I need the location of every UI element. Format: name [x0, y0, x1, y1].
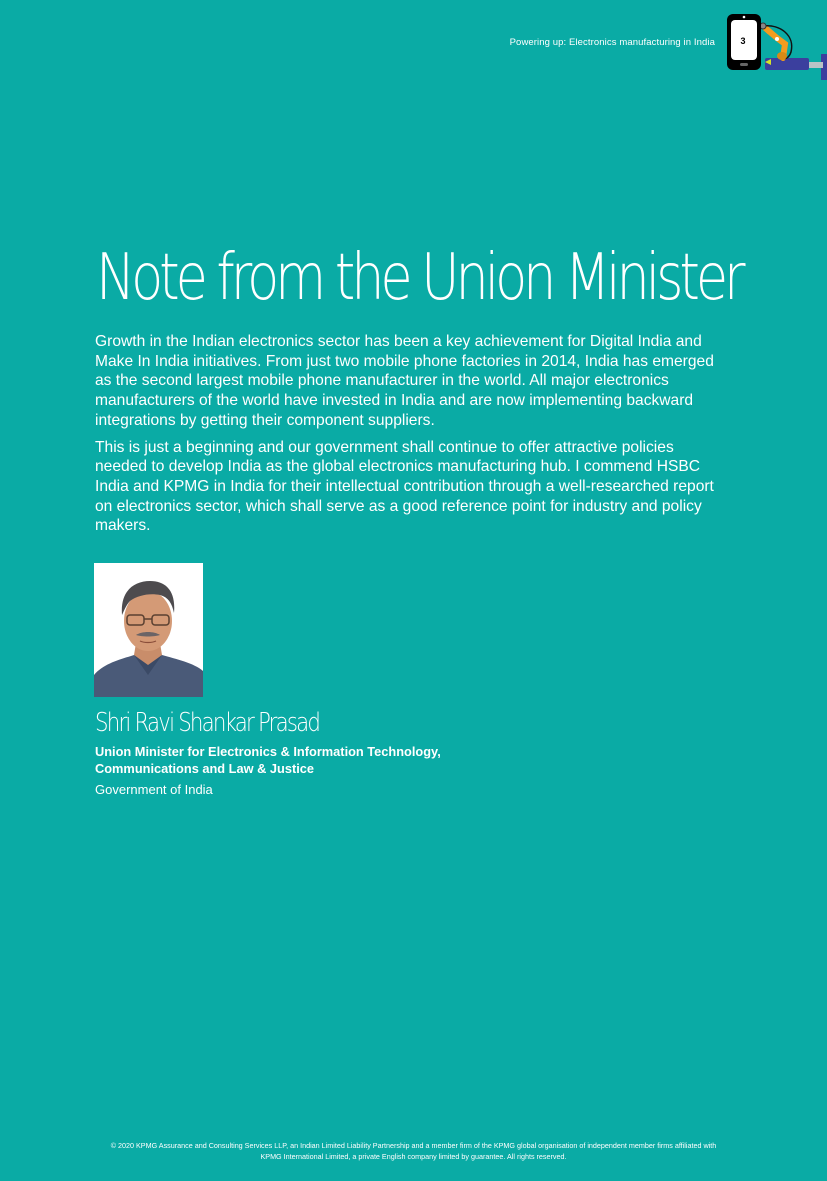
minister-title-line2: Communications and Law & Justice [95, 761, 315, 776]
page-number: 3 [740, 36, 746, 46]
minister-name: Shri Ravi Shankar Prasad [95, 708, 320, 738]
paragraph: Growth in the Indian electronics sector has been a key achievement for Digital India and Make In India initiatives. From just two mobile phone factories in 2014, India has emerged as the second largest mobile phone manufacturer in the world. All major electronics manufacturers of the world have invested in India and are now implementing backward integrations by getting their component suppliers. [95, 333, 714, 429]
copyright-footer [40, 1140, 787, 1162]
minister-title [95, 743, 515, 777]
copyright-line1: © 2020 KPMG Assurance and Consulting Services LLP, an Indian Limited Liability Partnership and a member firm of the KPMG global organisation of independent member firms affiliated with [110, 1141, 717, 1150]
paragraph: This is just a beginning and our government shall continue to offer attractive policies needed to develop India as the global electronics manufacturing hub. I commend HSBC India and KPMG in India for their intellectual contribution through a well-researched report on electronics sector, which shall serve as a good reference point for industry and policy makers. [95, 438, 714, 535]
portrait-image [94, 563, 203, 697]
minister-note-body [95, 332, 723, 543]
phone-robot-graphic [725, 12, 827, 82]
page-title: Note from the Union Minister [96, 241, 742, 315]
copyright-line2: KPMG International Limited, a private English company limited by guarantee. All rights reserved. [260, 1152, 567, 1161]
minister-title-line1: Union Minister for Electronics & Information Technology, [95, 744, 441, 759]
minister-organization: Government of India [95, 782, 213, 797]
phone-robot-illustration-icon [725, 12, 827, 82]
minister-portrait [94, 563, 203, 697]
running-header: Powering up: Electronics manufacturing in India [509, 37, 715, 48]
